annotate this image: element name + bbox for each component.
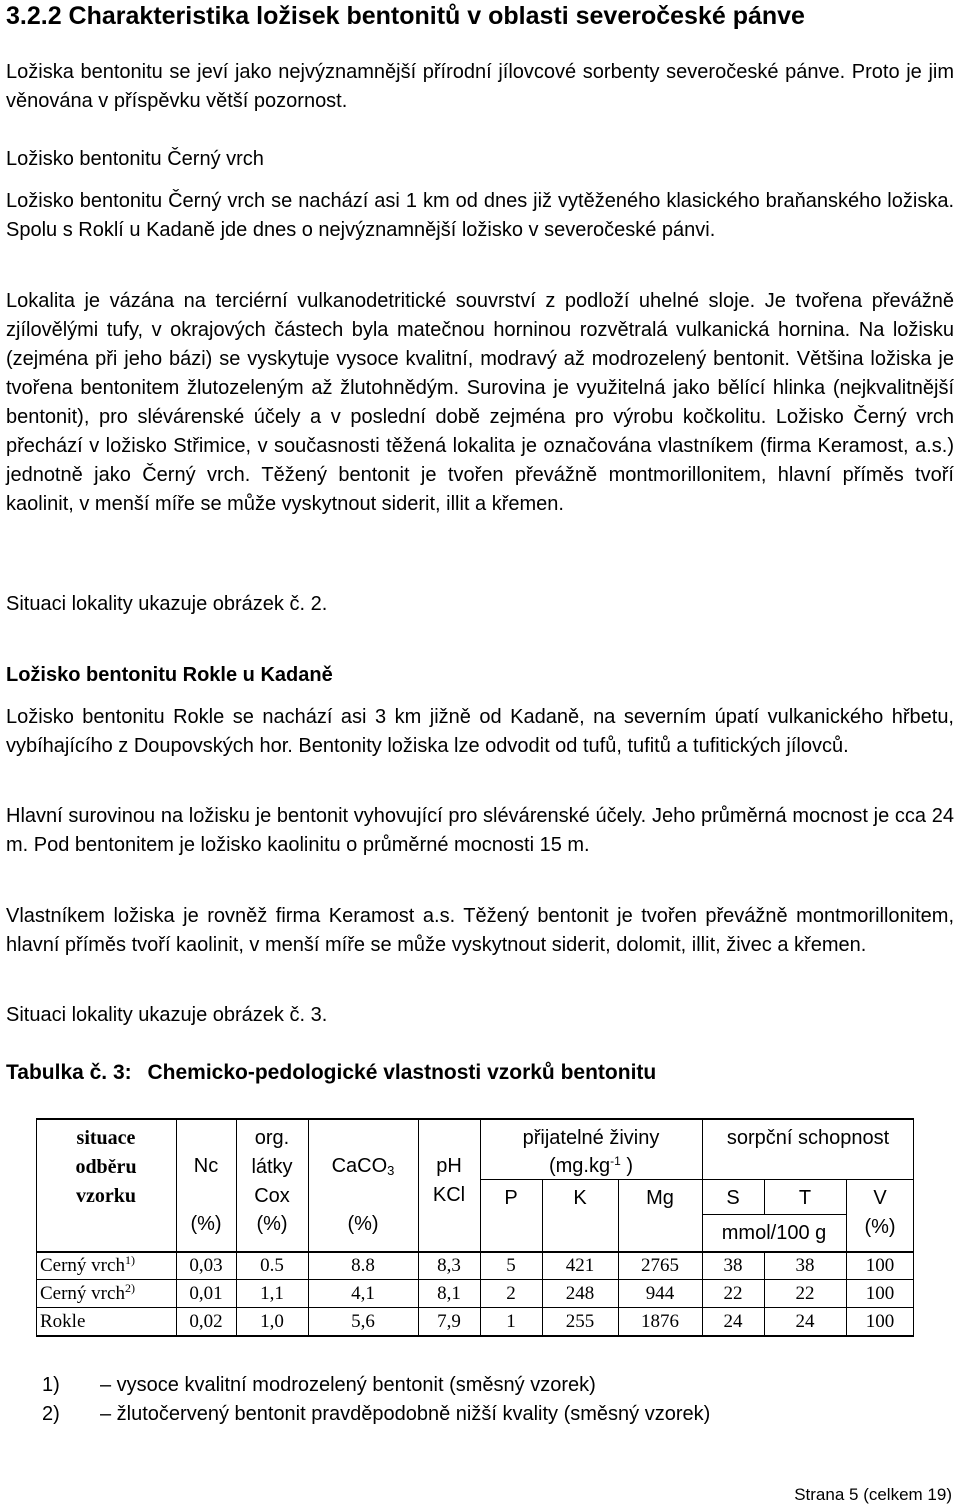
row-1-name-text: Cerný vrch xyxy=(40,1255,125,1276)
row-2-ph: 8,1 xyxy=(437,1283,461,1304)
cerny-vrch-paragraph-2: Lokalita je vázána na terciérní vulkanodetritické souvrství z podloží uhelné sloje. Je tvořena převážně zjílovělými tufy, v okrajových částech byla matečnou horninou rozvětralá vulkanická hornina. Na ložisku (zejména při jeho bázi) se vyskytuje vysoce kvalitní, modravý až modrozelený bentonit. Většina ložiska je tvořena bentonitem žlutozeleným až žlutohnědým. Surovina je využitelná jako bělící hlinka (nejkvalitnější bentonit), pro slévárenské účely a v poslední době zejména pro výrobu kočkolitu. Ložisko Černý vrch přechází v ložisko Střimice, v současnosti těžená lokalita je označována vlastníkem (firma Keramost, a.s.) jednotně jako Černý vrch. Těžený bentonit je tvořen převážně montmorillonitem, hlavní příměs tvoří kaolinit, v menší míře se může vyskytnout siderit, illit a křemen. xyxy=(6,290,954,515)
rokle-paragraph-1: Ložisko bentonitu Rokle se nachází asi 3 km jižně od Kadaně, na severním úpatí vulkanického hřbetu, vybíhajícího z Doupovských hor. Bentonity ložiska lze odvodit od tufů, tufitů a tufitických jílovců. xyxy=(6,706,954,757)
header-k: K xyxy=(573,1187,587,1209)
row-2-name xyxy=(36,1280,176,1308)
header-ph-line-2: KCl xyxy=(432,1184,466,1206)
header-org-line-2: látky xyxy=(251,1156,293,1178)
table-top-border xyxy=(36,1118,914,1120)
header-org-unit: (%) xyxy=(256,1213,288,1235)
footnote-2-text: – žlutočervený bentonit pravděpodobně nižší kvality (směsný vzorek) xyxy=(100,1403,711,1425)
row-1-caco3: 8.8 xyxy=(351,1255,375,1276)
row-1-ph: 8,3 xyxy=(437,1255,461,1276)
row-2-p: 2 xyxy=(506,1283,516,1304)
row-3-ph: 7,9 xyxy=(437,1311,461,1332)
cerny-vrch-paragraph-1: Ložisko bentonitu Černý vrch se nachází asi 1 km od dnes již vytěženého klasického braňanského ložiska. Spolu s Roklí u Kadaně jde dnes o nejvýznamnější ložisko v severočeské pánvi. xyxy=(6,190,954,241)
section-heading: 3.2.2 Charakteristika ložisek bentonitů v oblasti severočeské pánve xyxy=(6,2,805,30)
st-unit-line xyxy=(702,1214,846,1215)
header-situace xyxy=(36,1124,176,1211)
nutrients-unit-close: ) xyxy=(620,1155,633,1177)
footnote-1 xyxy=(42,1371,596,1399)
page-number: Strana 5 (celkem 19) xyxy=(794,1485,952,1504)
row-3-k: 255 xyxy=(565,1311,595,1332)
header-nc-unit: (%) xyxy=(190,1213,222,1235)
row-3-mg: 1876 xyxy=(641,1311,679,1332)
rokle-paragraph-2: Hlavní surovinou na ložisku je bentonit vyhovující pro slévárenské účely. Jeho průměrná mocnost je cca 24 m. Pod bentonitem je ložisko kaolinitu o průměrné mocnosti 15 m. xyxy=(6,805,954,856)
row-1-t: 38 xyxy=(795,1255,815,1276)
row-3-name-text: Rokle xyxy=(40,1311,86,1332)
header-st-unit: mmol/100 g xyxy=(721,1222,827,1244)
header-situace-line-2: odběru xyxy=(75,1156,137,1178)
header-s: S xyxy=(726,1187,740,1209)
header-caco3-unit: (%) xyxy=(347,1213,379,1235)
intro-paragraph: Ložiska bentonitu se jeví jako nejvýznamnější přírodní jílovcové sorbenty severočeské pánve. Proto je jim věnována v příspěvku větší pozornost. xyxy=(6,61,954,112)
header-v: V xyxy=(873,1187,887,1209)
header-nutrients-unit xyxy=(480,1152,702,1181)
chemistry-table xyxy=(36,1118,914,1338)
header-mg: Mg xyxy=(646,1187,674,1209)
header-org-line-3: Cox xyxy=(254,1185,290,1207)
header-caco3 xyxy=(308,1152,418,1181)
header-nc: Nc xyxy=(193,1155,219,1177)
row-2-cox: 1,1 xyxy=(260,1283,284,1304)
header-nutrients: přijatelné živiny xyxy=(522,1127,660,1149)
nutrient-subheader-line xyxy=(480,1179,914,1180)
nutrients-unit-text: (mg.kg xyxy=(548,1155,611,1177)
row-1-note: 1) xyxy=(124,1253,135,1267)
table-caption-label: Tabulka č. 3: xyxy=(6,1061,132,1084)
table-caption-text: Chemicko-pedologické vlastnosti vzorků bentonitu xyxy=(147,1061,657,1084)
row-2-t: 22 xyxy=(795,1283,815,1304)
footnote-1-number: 1) xyxy=(42,1374,60,1396)
row-3-v: 100 xyxy=(865,1311,895,1332)
cerny-vrch-paragraph-3: Situaci lokality ukazuje obrázek č. 2. xyxy=(6,593,328,615)
subsection-title-cerny-vrch: Ložisko bentonitu Černý vrch xyxy=(6,148,264,170)
row-2-nc: 0,01 xyxy=(189,1283,223,1304)
row-3-s: 24 xyxy=(723,1311,743,1332)
row-1-nc: 0,03 xyxy=(189,1255,223,1276)
row-3-caco3: 5,6 xyxy=(351,1311,375,1332)
row-2-mg: 944 xyxy=(645,1283,675,1304)
header-caco3-base: CaCO xyxy=(331,1155,388,1177)
subsection-title-rokle: Ložisko bentonitu Rokle u Kadaně xyxy=(6,664,333,686)
header-ph-line-1: pH xyxy=(436,1155,462,1177)
vline-9a xyxy=(764,1179,765,1214)
header-t: T xyxy=(798,1187,812,1209)
row-1-cox: 0.5 xyxy=(260,1255,284,1276)
row-3-t: 24 xyxy=(795,1311,815,1332)
row-1-mg: 2765 xyxy=(641,1255,679,1276)
row-3-name xyxy=(36,1308,176,1336)
header-ph xyxy=(418,1152,480,1210)
row-2-s: 22 xyxy=(723,1283,743,1304)
header-situace-line-1: situace xyxy=(76,1127,136,1149)
row-2-k: 248 xyxy=(565,1283,595,1304)
footnote-1-text: – vysoce kvalitní modrozelený bentonit (směsný vzorek) xyxy=(100,1374,596,1396)
row-1-k: 421 xyxy=(565,1255,595,1276)
footnote-2 xyxy=(42,1400,710,1428)
header-caco3-sub: 3 xyxy=(387,1163,395,1178)
table-caption xyxy=(6,1058,656,1088)
header-p: P xyxy=(504,1187,518,1209)
header-sorption: sorpční schopnost xyxy=(726,1127,890,1149)
nutrients-unit-sup: -1 xyxy=(610,1154,621,1168)
footnote-2-number: 2) xyxy=(42,1403,60,1425)
header-situace-line-3: vzorku xyxy=(76,1185,136,1207)
row-3-cox: 1,0 xyxy=(260,1311,284,1332)
row-2-note: 2) xyxy=(124,1281,135,1295)
row-2-caco3: 4,1 xyxy=(351,1283,375,1304)
row-2-name-text: Cerný vrch xyxy=(40,1283,125,1304)
row-1-name xyxy=(36,1252,176,1280)
row-3-nc: 0,02 xyxy=(189,1311,223,1332)
header-org xyxy=(236,1124,308,1211)
row-3-p: 1 xyxy=(506,1311,516,1332)
header-v-unit: (%) xyxy=(864,1216,896,1238)
row-1-p: 5 xyxy=(506,1255,516,1276)
row-1-v: 100 xyxy=(865,1255,895,1276)
rokle-paragraph-3: Vlastníkem ložiska je rovněž firma Keramost a.s. Těžený bentonit je tvořen převážně montmorillonitem, hlavní příměs tvoří kaolinit, v menší míře se může vyskytnout siderit, dolomit, illit, živec a křemen. xyxy=(6,905,954,956)
rokle-paragraph-4: Situaci lokality ukazuje obrázek č. 3. xyxy=(6,1004,328,1026)
row-2-v: 100 xyxy=(865,1283,895,1304)
row-1-s: 38 xyxy=(723,1255,743,1276)
header-org-line-1: org. xyxy=(254,1127,290,1149)
